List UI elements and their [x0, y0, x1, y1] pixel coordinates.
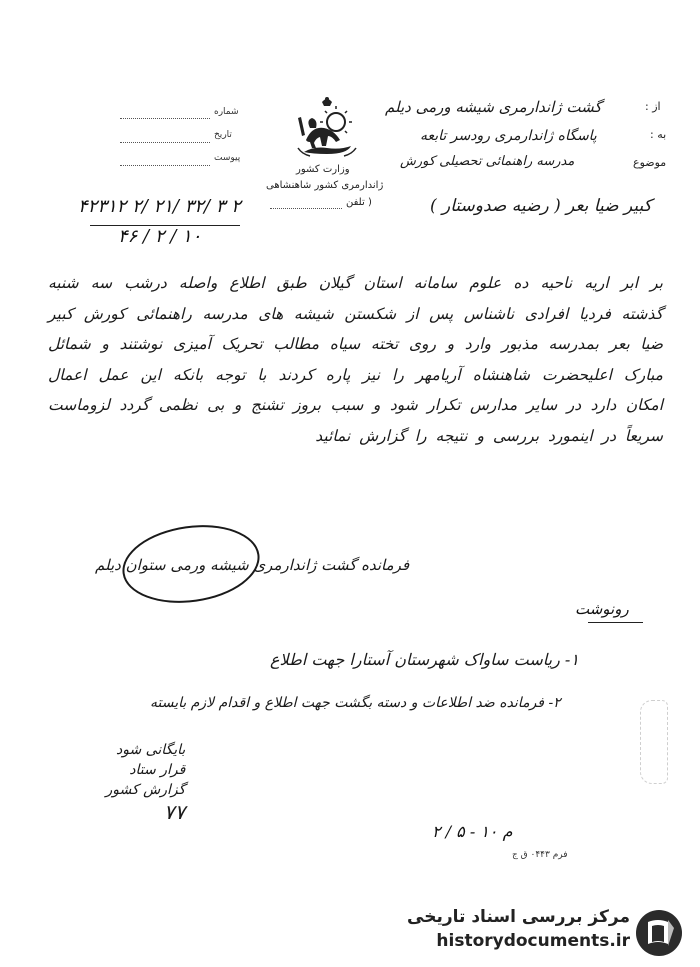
to-label: به : — [650, 128, 667, 141]
number-label: شماره — [214, 107, 239, 117]
margin-note — [56, 742, 185, 824]
phone-label: ( تلفن — [346, 197, 372, 208]
subject-value: مدرسه راهنمائی تحصیلی کورش — [400, 154, 575, 169]
reference-number: م ۱۰ - ۵ / ۲ — [432, 822, 513, 841]
to-value: پاسگاه ژاندارمری رودسر تابعه — [420, 128, 597, 144]
subject-label: موضوع — [633, 156, 667, 169]
attachment-line — [120, 165, 210, 166]
copy-item-2: ۲- فرمانده ضد اطلاعات و دسته بگشت جهت اطلاع و اقدام لازم بایسته — [150, 695, 561, 711]
signature-line: فرمانده گشت ژاندارمری شیشه ورمی ستوان دیلم — [95, 556, 410, 574]
watermark-name: مرکز بررسی اسناد تاریخی — [407, 907, 630, 927]
attachment-label: پیوست — [214, 153, 241, 163]
gendarmerie-name: ژاندارمری کشور شاهنشاهی — [266, 180, 384, 191]
ministry-name: وزارت کشور — [296, 164, 350, 175]
watermark-url[interactable]: historydocuments.ir — [436, 931, 630, 951]
faded-stamp — [640, 700, 668, 784]
margin-note-line-2: قرار ستاد — [129, 762, 186, 778]
margin-note-line-1: بایگانی شود — [116, 742, 186, 758]
form-number: فرم ۰۴۴۳ ق ج — [512, 850, 568, 860]
number-line — [120, 118, 210, 119]
margin-note-line-4: ۷۷ — [163, 800, 186, 824]
lion-sun-emblem — [296, 96, 358, 160]
letter-body: بر ابر اریه ناحیه ده علوم سامانه استان گیلان طبق اطلاع واصله درشب سه شنبه گذشته فردیا افرادی ناشناس پس از شکستن شیشه های مدرسه راهنمائی کورش کبیر ضیا بعر بمدرسه مذبور وارد و روی تخته سیاه مطالب تحریک آمیزی نوشتند و شمائل مبارک اعلیحضرت شاهنشاه آریامهر را نیز پاره کردند با توجه بانکه این عمل اعمال امکان دارد در سایر مدارس تکرار شود و سبب بروز تشنج و بی نظمی گردد لزوماست سریعاً در اینمورد بررسی و نتیجه را گزارش نمائید — [48, 274, 663, 445]
copies-rule — [588, 622, 643, 623]
phone-line — [270, 208, 342, 209]
archive-logo-icon — [634, 908, 684, 958]
copies-heading: رونوشت — [575, 600, 629, 618]
copy-item-1: ۱- ریاست ساواک شهرستان آستارا جهت اطلاع — [270, 650, 579, 669]
date-line-2: ۴۶ / ۲ / ۱۰ — [118, 226, 202, 247]
date-line-1: ۴۲۳۱۲ ۲/ ۲۱/ ۳۲/ ۳ ۲ — [78, 196, 241, 217]
from-value: گشت ژاندارمری شیشه ورمی دیلم — [385, 98, 602, 116]
date-label: تاریخ — [214, 130, 232, 140]
addressee: کبیر ضیا بعر ( رضیه صدوستار ) — [430, 196, 652, 216]
from-label: از : — [645, 100, 661, 113]
margin-note-line-3: گزارش کشور — [105, 782, 186, 798]
date-line — [120, 142, 210, 143]
